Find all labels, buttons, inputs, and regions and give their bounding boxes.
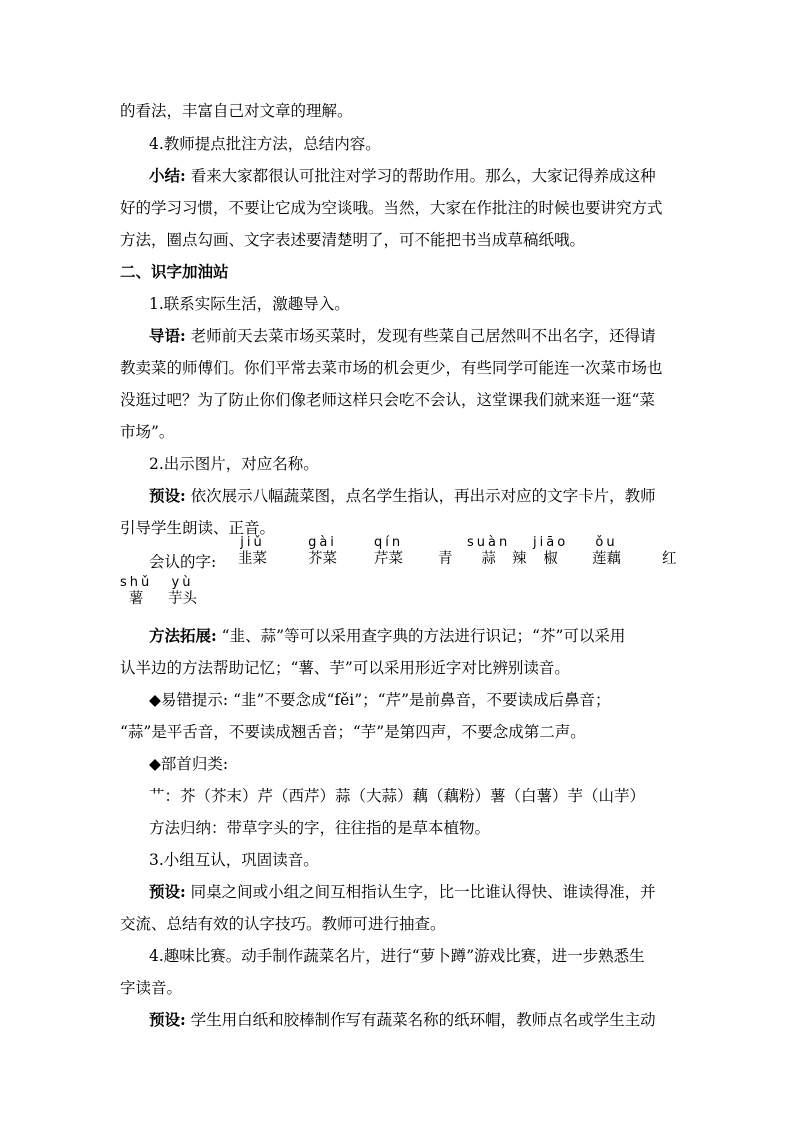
vocab-word: ǒu 莲藕 [592,535,621,567]
tip-label: ◆易错提示: [149,691,229,709]
preset-line [149,1010,680,1030]
step-heading: 1.联系实际生活，激趣导入。 [149,295,350,313]
vocab-word: yù 芋头 [168,575,197,607]
intro-label: 导语: [149,326,186,345]
tip-text: “韭”不要念成“fěi”；“芹”是前鼻音，不要读成后鼻音； [233,691,611,709]
paragraph-line: 方法，圈点勾画、文字表述要清楚明了，可不能把书当成草稿纸哦。 [120,231,586,249]
paragraph-line: 市场”。 [120,423,175,441]
method-text: “韭、蒜”等可以采用查字典的方法进行识记；“芥”可以采用 [221,627,626,645]
section-heading: 二、识字加油站 [120,262,229,281]
paragraph-line: 的看法，丰富自己对文章的理解。 [120,102,353,120]
vocab-word: jiāo 椒 [533,535,569,567]
preset-text: 学生用白纸和胶棒制作写有蔬菜名称的纸环帽，教师点名或学生主动 [190,1011,656,1029]
preset-label: 预设: [149,882,186,901]
paragraph-line: 教卖菜的师傅们。你们平常去菜市场的机会更少，有些同学可能连一次菜市场也 [120,359,663,377]
summary-label: 小结: [149,166,186,185]
vocab-word: gài 芥菜 [308,535,337,567]
preset-text: 同桌之间或小组之间互相指认生字，比一比谁认得快、谁读得准，并 [190,883,656,901]
preset-label: 预设: [149,486,186,505]
vocab-label: 会认的字: [149,553,217,571]
paragraph-line: 引导学生朗读、正音。 [120,519,276,537]
radical-list: 艹：芥（芥末）芹（西芹）蒜（大蒜）藕（藕粉）薯（白薯）芋（山芋） [149,787,646,805]
preset-text: 依次展示八幅蔬菜图，点名学生指认，再出示对应的文字卡片，教师 [190,487,656,505]
vocab-word: qín 芹菜 [374,535,404,567]
intro-line [149,326,680,346]
step-heading: 3.小组互认，巩固读音。 [149,851,319,869]
preset-line [149,882,680,902]
vocab-word: 辣 [512,551,527,567]
paragraph-line: “蒜”是平舌音，不要读成翘舌音；“芋”是第四声，不要念成第二声。 [120,723,586,741]
vocab-word: suàn 蒜 [467,535,511,567]
tip-line [149,690,680,710]
vocab-row-1 [120,536,680,580]
paragraph-line: 认半边的方法帮助记忆；“薯、芋”可以采用形近字对比辨别读音。 [120,659,570,677]
summary-text: 看来大家都很认可批注对学习的帮助作用。那么，大家记得养成这种 [190,167,656,185]
vocab-word: shǔ 薯 [120,575,153,607]
vocab-row-2 [120,576,680,620]
radical-heading: ◆部首归类: [149,755,229,773]
step-heading: 4.趣味比赛。动手制作蔬菜名片，进行“萝卜蹲”游戏比赛，进一步熟悉生 [149,947,645,965]
paragraph-line: 没逛过吧？为了防止你们像老师这样只会吃不会认，这堂课我们就来逛一逛“菜 [120,391,655,409]
step-heading: 2.出示图片，对应名称。 [149,455,319,473]
intro-text: 老师前天去菜市场买菜时，发现有些菜自己居然叫不出名字，还得请 [190,327,656,345]
preset-line [149,486,680,506]
method-summary: 方法归纳：带草字头的字，往往指的是草本植物。 [149,819,491,837]
summary-line [149,166,680,186]
vocab-word: 青 [438,551,453,567]
vocab-word: jiǔ 韭菜 [238,535,267,567]
method-label: 方法拓展: [149,626,217,645]
step-heading: 4.教师提点批注方法，总结内容。 [149,135,381,153]
paragraph-line: 字读音。 [120,979,183,997]
method-line [149,626,680,646]
paragraph-line: 交流、总结有效的认字技巧。教师可进行抽查。 [120,915,446,933]
vocab-word: 红 [662,551,677,567]
paragraph-line: 好的学习习惯，不要让它成为空谈哦。当然，大家在作批注的时候也要讲究方式 [120,199,663,217]
preset-label: 预设: [149,1010,186,1029]
